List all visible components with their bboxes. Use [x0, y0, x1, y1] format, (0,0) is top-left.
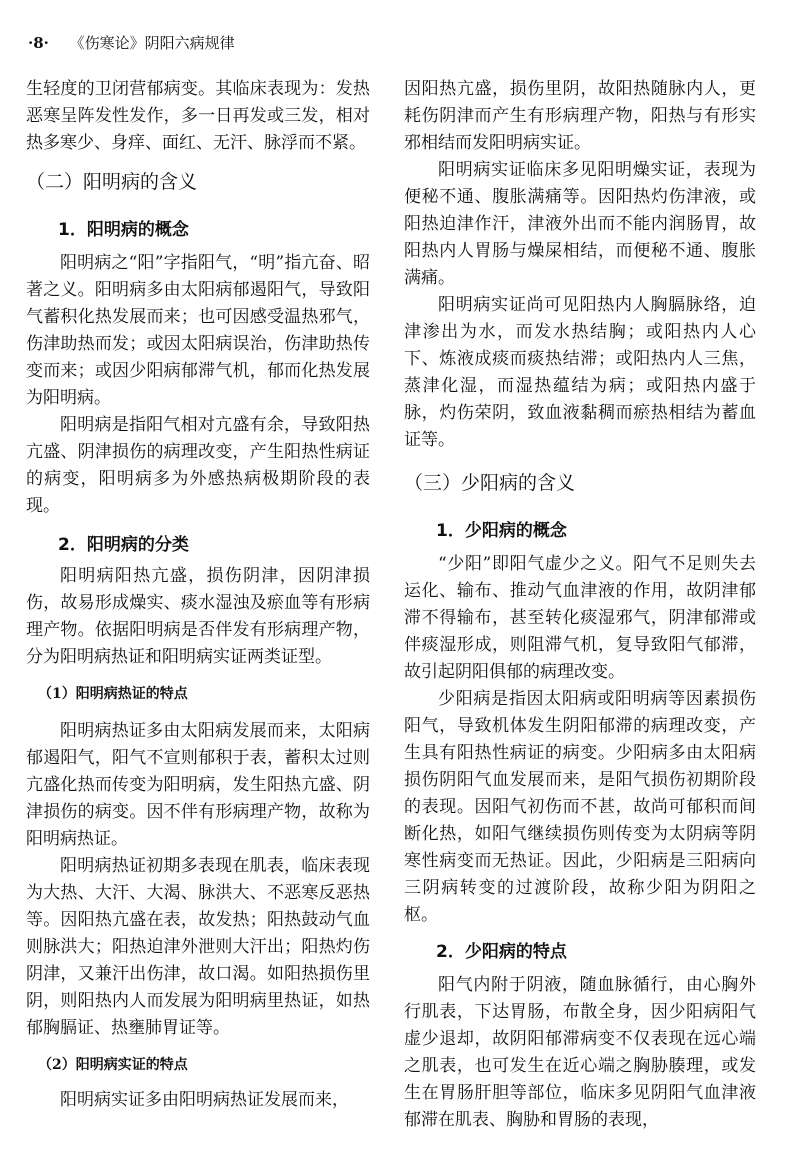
paragraph: 因阳热亢盛，损伤里阴，故阳热随脉内人，更耗伤阴津而产生有形病理产物，阳热与有形实邪相结而发阳明病实证。 — [404, 79, 756, 153]
paragraph: 阳明病实证临床多见阳明燥实证，表现为便秘不通、腹胀满痛等。因阳热灼伤津液，或阳热迫津作汗，津液外出而不能内润肠胃，故阳热内人胃肠与燥屎相结，而便秘不通、腹胀满痛。 — [404, 160, 756, 288]
subsubsection-heading: （1）阳明病热证的特点 — [38, 686, 188, 702]
subsection-heading: 2．少阳病的特点 — [436, 942, 567, 962]
right-column — [404, 76, 756, 1134]
book-title: 《伤寒论》阴阳六病规律 — [69, 34, 235, 52]
running-header — [28, 32, 235, 53]
subsection-heading: 1．阳明病的概念 — [58, 220, 189, 240]
paragraph: 阳明病热证初期多表现在肌表，临床表现为大热、大汗、大渴、脉洪大、不恶寒反恶热等。因阳热亢盛在表，故发热；阳热鼓动气血则脉洪大；阳热迫津外泄则大汗出；阳热灼伤阴津，又兼汗出伤津，故口渴。如阳热损伤里阴，则阳热内人而发展为阳明病里热证，如热郁胸膈证、热壅肺胃证等。 — [26, 856, 370, 1038]
paragraph: 阳气内附于阴液，随血脉循行，由心胸外行肌表，下达胃肠，布散全身，因少阳病阳气虚少退却，故阴阳郁滞病变不仅表现在远心端之肌表，也可发生在近心端之胸胁腠理，或发生在胃肠肝胆等部位，临床多见阴阳气血津液郁滞在肌表、胸胁和胃肠的表现， — [404, 975, 756, 1130]
paragraph: 阳明病实证尚可见阳热内人胸膈脉络，迫津渗出为水，而发水热结胸；或阳热内人心下、炼液成痰而痰热结滞；或阳热内人三焦，蒸津化湿，而湿热蕴结为病；或阳热内盛于脉，灼伤荣阴，致血液黏稠而瘀热相结为蓄血证等。 — [404, 295, 756, 450]
paragraph: 阳明病热证多由太阳病发展而来，太阳病郁遏阳气，阳气不宣则郁积于表，蓄积太过则亢盛化热而传变为阳明病，发生阳热亢盛、阴津损伤的病变。因不伴有形病理产物，故称为阳明病热证。 — [26, 721, 370, 849]
section-heading: （三）少阳病的含义 — [404, 472, 576, 494]
subsection-heading: 2．阳明病的分类 — [58, 535, 189, 555]
page-number: ·8· — [28, 34, 49, 52]
paragraph: “少阳”即阳气虚少之义。阳气不足则失去运化、输布、推动气血津液的作用，故阴津郁滞不得输布，甚至转化痰湿邪气，阴津郁滞或伴痰湿形成，则阻滞气机，复导致阳气郁滞，故引起阴阳俱郁的病理改变。 — [404, 554, 756, 682]
paragraph: 阳明病是指阳气相对亢盛有余，导致阳热亢盛、阴津损伤的病理改变，产生阳热性病证的病变，阳明病多为外感热病极期阶段的表现。 — [26, 415, 370, 516]
subsection-heading: 1．少阳病的概念 — [436, 521, 567, 541]
section-heading: （二）阳明病的含义 — [26, 171, 198, 193]
paragraph: 少阳病是指因太阳病或阳明病等因素损伤阳气，导致机体发生阴阳郁滞的病理改变，产生具有阳热性病证的病变。少阳病多由太阳病损伤阴阳气血发展而来，是阳气损伤初期阶段的表现。因阳气初伤而不甚，故尚可郁积而间断化热，如阳气继续损伤则传变为太阴病等阴寒性病变而无热证。因此，少阳病是三阳病向三阴病转变的过渡阶段，故称少阳为阴阳之枢。 — [404, 689, 756, 925]
paragraph: 生轻度的卫闭营郁病变。其临床表现为：发热恶寒呈阵发性发作，多一日再发或三发，相对热多寒少、身痒、面红、无汗、脉浮而不紧。 — [26, 79, 370, 153]
left-column — [26, 76, 370, 1114]
paragraph: 阳明病实证多由阳明病热证发展而来， — [60, 1090, 349, 1110]
paragraph: 阳明病阳热亢盛，损伤阴津，因阴津损伤，故易形成燥实、痰水湿浊及瘀血等有形病理产物。依据阳明病是否伴发有形病理产物，分为阳明病热证和阳明病实证两类证型。 — [26, 566, 370, 667]
paragraph: 阳明病之“阳”字指阳气，“明”指亢奋、昭著之义。阳明病多由太阳病郁遏阳气，导致阳气蓄积化热发展而来；也可因感受温热邪气，伤津助热而发；或因太阳病误治，伤津助热传变而来；或因少阳病郁滞气机，郁而化热发展为阳明病。 — [26, 253, 370, 408]
subsubsection-heading: （2）阳明病实证的特点 — [38, 1057, 188, 1073]
